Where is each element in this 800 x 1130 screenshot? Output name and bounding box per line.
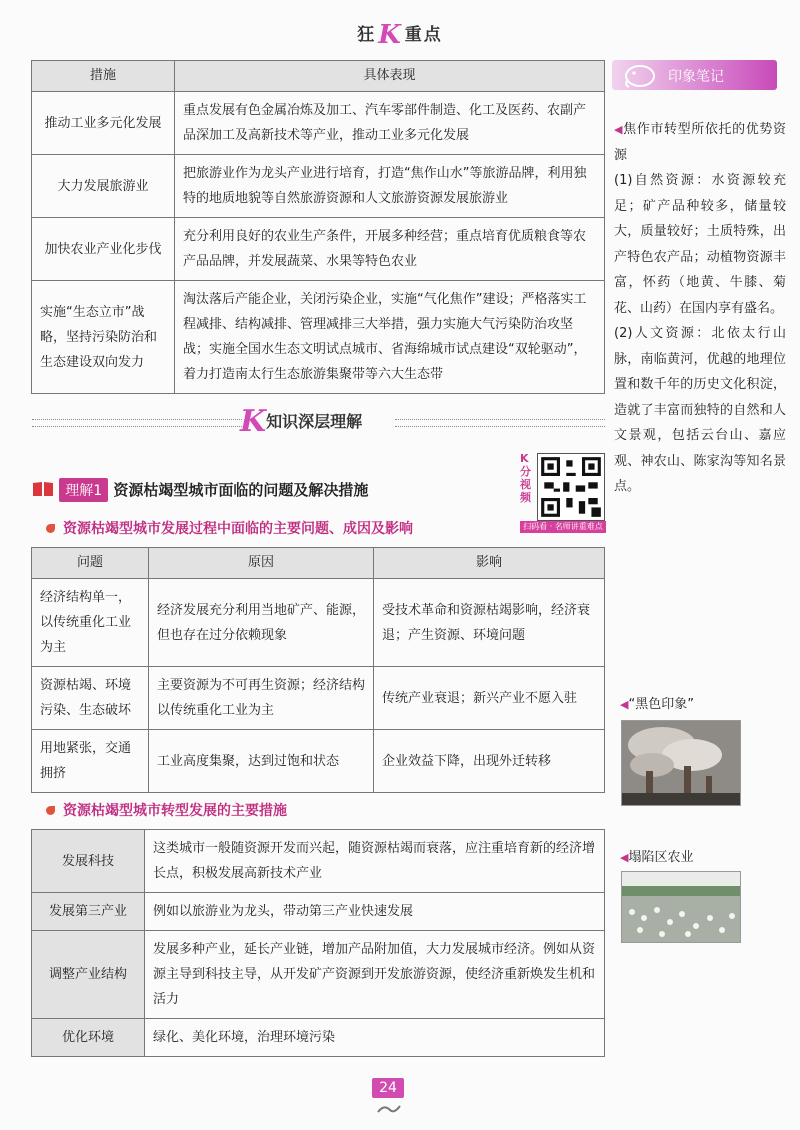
video-label: K分视频 (520, 452, 531, 504)
table1-header-detail: 具体表现 (175, 61, 605, 92)
table2-header-impact: 影响 (374, 548, 605, 579)
farmland-photo (621, 871, 741, 943)
table3-cell-detail: 例如以旅游业为龙头，带动第三产业快速发展 (145, 893, 605, 931)
photo1-caption: ◀“黑色印象” (620, 697, 694, 712)
triangle-bullet-icon: ◀ (614, 123, 624, 136)
table1-cell-measure: 实施“生态立市”战略，坚持污染防治和生态建设双向发力 (32, 281, 175, 394)
table2-cell-impact: 受技术革命和资源枯竭影响，经济衰退；产生资源、环境问题 (374, 579, 605, 667)
notes-body (614, 117, 786, 500)
qr-code[interactable] (537, 453, 605, 521)
table3-cell-detail: 绿化、美化环境，治理环境污染 (145, 1019, 605, 1057)
table1-cell-detail: 淘汰落后产能企业，关闭污染企业，实施“气化焦作”建设；严格落实工程减排、结构减排、管理减排三大举措，强力实施大气污染防治攻坚战；实施全国水生态文明试点城市、省海绵城市试点建设“双轮驱动”，着力打造南太行生态旅游集聚带等六大生态带 (175, 281, 605, 394)
header-prefix: 狂 (357, 25, 377, 45)
page-header (0, 20, 800, 50)
header-k-logo: K (378, 20, 403, 50)
table2-cell-problem: 资源枯竭、环境污染、生态破坏 (32, 667, 149, 730)
note-title: ◀焦作市转型所依托的优势资源 (614, 122, 786, 163)
understanding-label: 理解1 (59, 478, 108, 502)
smokestack-photo (621, 720, 741, 806)
table-row (32, 667, 605, 730)
table2-cell-impact: 企业效益下降，出现外迁转移 (374, 730, 605, 793)
table-row (32, 1019, 605, 1057)
table-row (32, 281, 605, 394)
triangle-bullet-icon: ◀ (620, 698, 629, 711)
subheading-problems: 资源枯竭型城市发展过程中面临的主要问题、成因及影响 (46, 518, 413, 538)
table1-cell-detail: 重点发展有色金属冶炼及加工、汽车零部件制造、化工及医药、农副产品深加工及高新技术等产业，推动工业多元化发展 (175, 92, 605, 155)
notes-tag-label: 印象笔记 (668, 69, 724, 85)
note-paragraph-natural: (1)自然资源：水资源较充足；矿产品种较多，储量较大，质量较好；土质特殊，出产特色农产品；动植物资源丰富，怀药（地黄、牛膝、菊花、山药）在国内享有盛名。 (614, 173, 786, 316)
table2-cell-impact: 传统产业衰退；新兴产业不愿入驻 (374, 667, 605, 730)
photo2-caption: ◀塌陷区农业 (620, 850, 694, 865)
table-row (32, 893, 605, 931)
header-suffix: 重点 (404, 25, 443, 45)
table2-cell-cause: 主要资源为不可再生资源；经济结构以传统重化工业为主 (149, 667, 374, 730)
table-row (32, 218, 605, 281)
understanding-heading (32, 478, 368, 502)
table1-cell-measure: 加快农业产业化步伐 (32, 218, 175, 281)
notes-tag (612, 60, 777, 90)
table3-cell-measure: 优化环境 (32, 1019, 145, 1057)
section-title: K知识深层理解 (240, 404, 363, 439)
transformation-table (31, 829, 605, 1057)
leaf-bullet-icon (46, 524, 55, 533)
understanding-title: 资源枯竭型城市面临的问题及解决措施 (113, 481, 369, 499)
table2-cell-cause: 工业高度集聚，达到过饱和状态 (149, 730, 374, 793)
qr-caption: 扫码看 · 名师讲重难点 (520, 521, 606, 533)
page-number: 24 (372, 1078, 404, 1098)
table-row (32, 830, 605, 893)
table2-cell-problem: 用地紧张，交通拥挤 (32, 730, 149, 793)
elephant-icon (620, 61, 660, 89)
table3-cell-measure: 发展科技 (32, 830, 145, 893)
section-divider-left (32, 419, 242, 427)
table3-cell-detail: 这类城市一般随资源开发而兴起，随资源枯竭而衰落，应注重培育新的经济增长点，积极发展高新技术产业 (145, 830, 605, 893)
table-row (32, 155, 605, 218)
table3-cell-measure: 调整产业结构 (32, 931, 145, 1019)
measures-table (31, 60, 605, 394)
table1-cell-measure: 推动工业多元化发展 (32, 92, 175, 155)
note-paragraph-cultural: (2)人文资源：北依太行山脉，南临黄河，优越的地理位置和数千年的历史文化积淀，造就了丰富而独特的自然和人文景观，包括云台山、嘉应观、神农山、陈家沟等知名景点。 (614, 326, 786, 494)
table1-cell-measure: 大力发展旅游业 (32, 155, 175, 218)
table-row (32, 730, 605, 793)
table-row (32, 579, 605, 667)
subheading-measures: 资源枯竭型城市转型发展的主要措施 (46, 800, 287, 820)
triangle-bullet-icon: ◀ (620, 851, 629, 864)
problems-table (31, 547, 605, 793)
table1-cell-detail: 把旅游业作为龙头产业进行培育，打造“焦作山水”等旅游品牌，利用独特的地质地貌等自然旅游资源和人文旅游资源发展旅游业 (175, 155, 605, 218)
swirl-ornament-icon (376, 1102, 402, 1116)
leaf-bullet-icon (46, 806, 55, 815)
table3-cell-measure: 发展第三产业 (32, 893, 145, 931)
table1-header-measure: 措施 (32, 61, 175, 92)
table-row (32, 931, 605, 1019)
table2-cell-problem: 经济结构单一，以传统重化工业为主 (32, 579, 149, 667)
section-k-logo: K (240, 404, 267, 439)
book-icon (32, 481, 54, 497)
table2-cell-cause: 经济发展充分利用当地矿产、能源，但也存在过分依赖现象 (149, 579, 374, 667)
section-divider-right (395, 419, 605, 427)
table2-header-problem: 问题 (32, 548, 149, 579)
table1-cell-detail: 充分利用良好的农业生产条件，开展多种经营；重点培育优质粮食等农产品品牌，并发展蔬菜、水果等特色农业 (175, 218, 605, 281)
table-row (32, 92, 605, 155)
table3-cell-detail: 发展多种产业，延长产业链，增加产品附加值，大力发展城市经济。例如从资源主导到科技主导，从开发矿产资源到开发旅游资源，使经济重新焕发生机和活力 (145, 931, 605, 1019)
table2-header-cause: 原因 (149, 548, 374, 579)
